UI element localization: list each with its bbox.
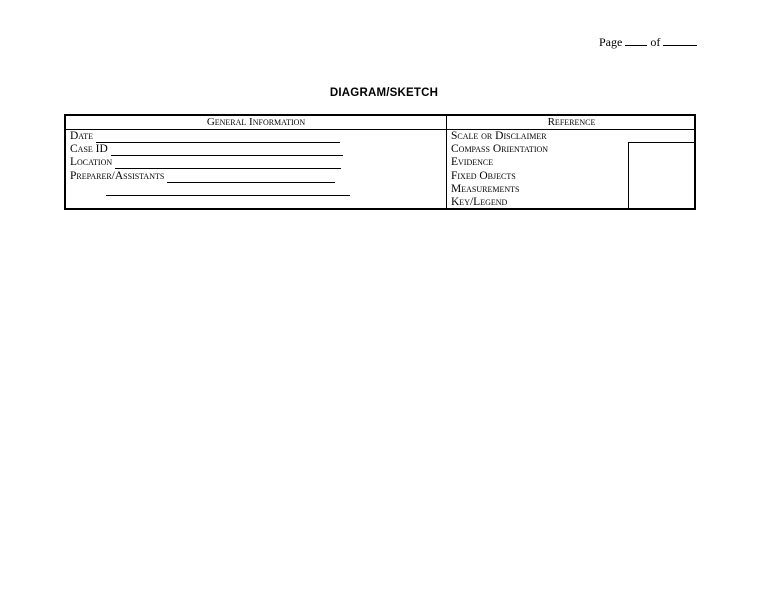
reference-item-fixed-objects: Fixed Objects [451,170,516,182]
reference-item-scale: Scale or Disclaimer [451,130,547,142]
preparer-assistants-input-line[interactable] [167,172,335,183]
reference-item-measurements: Measurements [451,183,520,195]
location-field [70,156,341,169]
info-table [64,114,696,210]
case-id-label: Case ID [70,143,108,155]
date-field [70,130,340,143]
page-current-blank[interactable] [625,35,647,46]
date-label: Date [70,130,93,142]
date-input-line[interactable] [96,132,340,143]
page-number [599,35,697,50]
location-input-line[interactable] [115,158,341,169]
case-id-field [70,143,343,156]
reference-item-evidence: Evidence [451,156,494,168]
preparer-assistants-field [70,170,335,183]
reference-item-key-legend: Key/Legend [451,196,508,208]
page-total-blank[interactable] [663,35,697,46]
preparer-assistants-label: Preparer/Assistants [70,170,165,182]
preparer-assistants-continuation-line[interactable] [106,195,350,196]
reference-sketch-box[interactable] [628,142,696,210]
general-information-header: General Information [206,116,306,128]
of-label: of [650,35,661,49]
reference-item-compass: Compass Orientation [451,143,549,155]
reference-header: Reference [547,116,596,128]
page-label: Page [599,35,623,49]
location-label: Location [70,156,113,168]
case-id-input-line[interactable] [111,145,343,156]
page-title: DIAGRAM/SKETCH [329,87,439,99]
